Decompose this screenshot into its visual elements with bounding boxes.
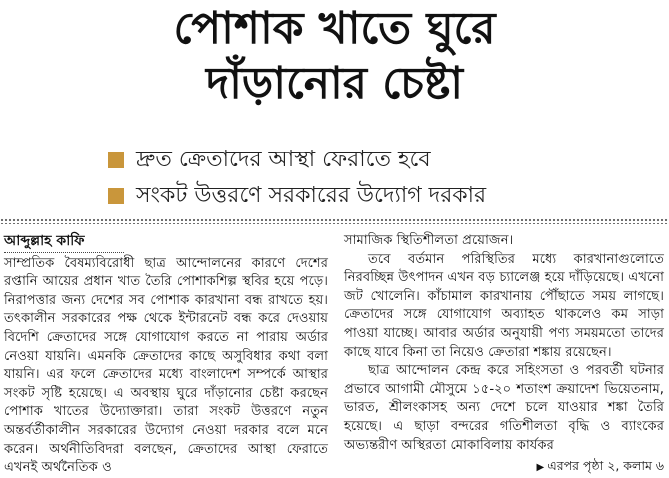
- byline-wrapper: [4, 232, 124, 253]
- bullet-item: [108, 178, 486, 214]
- bullet-item: [108, 142, 486, 178]
- square-bullet-icon: [108, 152, 124, 168]
- byline: আব্দুল্লাহ কাফি: [4, 233, 85, 249]
- article-paragraph: সাম্প্রতিক বৈষম্যবিরোধী ছাত্র আন্দোলনের কারণে দেশের রপ্তানি আয়ের প্রধান খাত তৈরি পোশাকশিল্প স্থবির হয়ে পড়ে। নিরাপত্তার জন্য দেশের সব পোশাক কারখানা বন্ধ রাখতে হয়। তৎকালীন সরকারের পক্ষ থেকে ইন্টারনেট বন্ধ করে দেওয়ায় বিদেশি ক্রেতাদের সঙ্গে যোগাযোগ করতে না পারায় অর্ডার নেওয়া যায়নি। এমনকি ক্রেতাদের কাছে অসুবিধার কথা বলা যায়নি। এর ফলে ক্রেতাদের মধ্যে বাংলাদেশ সম্পর্কে আস্থার সংকট সৃষ্টি হয়েছে। এ অবস্থায় ঘুরে দাঁড়ানোর চেষ্টা করছেন পোশাক খাতের উদ্যোক্তারা। তারা সংকট উত্তরণে নতুন অন্তর্বর্তীকালীন সরকারের উদ্যোগ নেওয়া দরকার বলে মনে করেন। অর্থনীতিবিদরা বলছেন, ক্রেতাদের আস্থা ফেরাতে এখনই অর্থনৈতিক ও: [4, 255, 328, 476]
- bullet-text: দ্রুত ক্রেতাদের আস্থা ফেরাতে হবে: [136, 146, 431, 172]
- square-bullet-icon: [108, 188, 124, 204]
- article-column-left: [4, 232, 328, 478]
- bullet-text: সংকট উত্তরণে সরকারের উদ্যোগ দরকার: [136, 182, 487, 208]
- headline: [0, 4, 669, 109]
- highlight-bullets: [108, 142, 486, 214]
- article-paragraph: সামাজিক স্থিতিশীলতা প্রয়োজন।: [344, 233, 514, 248]
- triangle-marker-icon: ▶: [536, 462, 545, 474]
- dotted-divider: [0, 218, 669, 224]
- article-column-right: [344, 232, 664, 478]
- article-paragraph: ছাত্র আন্দোলন কেন্দ্র করে সহিংসতা ও পরবর্তী ঘটনার প্রভাবে আগামী মৌসুমে ১৫-২০ শতাংশ ক্রয়াদেশ ভিয়েতনাম, ভারত, শ্রীলংকাসহ অন্য দেশে চলে যাওয়ার শঙ্কা তৈরি হয়েছে। এ ছাড়া বন্দরের গতিশীলতা বৃদ্ধি ও ব্যাংকের অভ্যন্তরীণ অস্থিরতা মোকাবিলায় কার্যকর: [344, 363, 664, 453]
- article-paragraph: তবে বর্তমান পরিস্থিতির মধ্যে কারখানাগুলোতে নিরবচ্ছিন্ন উৎপাদন এখন বড় চ্যালেঞ্জ হয়ে দাঁড়িয়েছে। এখনো জট খোলেনি। কাঁচামাল কারখানায় পৌঁছাতে সময় লাগছে। ক্রেতাদের সঙ্গে যোগাযোগ অব্যাহত থাকলেও কম সাড়া পাওয়া যাচ্ছে। আবার অর্ডার অনুযায়ী পণ্য সময়মতো তাদের কাছে যাবে কিনা তা নিয়েও ক্রেতারা শঙ্কায় রয়েছেন।: [344, 251, 664, 360]
- headline-line-2: দাঁড়ানোর চেষ্টা: [205, 57, 463, 109]
- headline-line-1: পোশাক খাতে ঘুরে: [173, 3, 496, 54]
- continuation-text: এরপর পৃষ্ঠা ২, কলাম ৬: [547, 458, 664, 474]
